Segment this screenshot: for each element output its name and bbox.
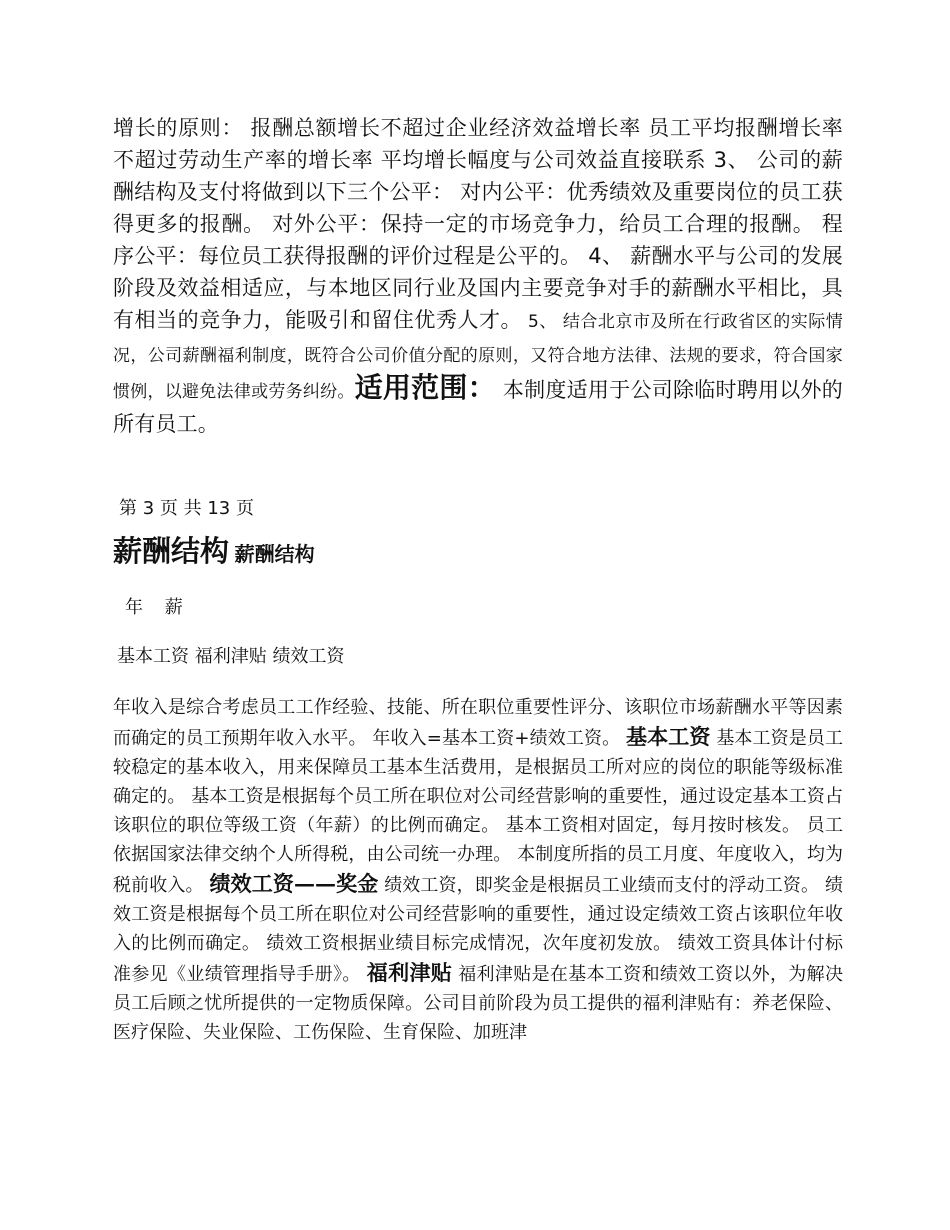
section-title-sub: 薪酬结构 [234,542,315,566]
welfare-heading: 福利津贴 [366,960,453,985]
salary-principles-paragraph [113,112,843,440]
basic-salary-text: 基本工资是员工较稳定的基本收入，用来保障员工基本生活费用，是根据员工所对应的岗位的职能等级标准确定的。 基本工资是根据每个员工所在职位对公司经营影响的重要性，通过设定基本工资占该职位的职位等级工资（年薪）的比例而确定。 基本工资相对固定，每月按时核发。 员工依据国家法律交纳个人所得税，由公司统一办理。 本制度所指的员工月度、年度收入，均为税前收入。 [113,728,844,896]
scope-heading: 适用范围： [354,371,496,404]
annual-salary-label: 年 薪 [125,597,191,618]
performance-pay-text: 绩效工资，即奖金是根据员工业绩而支付的浮动工资。 绩效工资是根据每个员工所在职位对公司经营影响的重要性，通过设定绩效工资占该职位年收入的比例而确定。 绩效工资根据业绩目标完成情况，次年度初发放。 绩效工资具体计付标准参见《业绩管理指导手册》。 [113,875,843,985]
basic-salary-heading: 基本工资 [626,724,711,749]
principles-text: 增长的原则： 报酬总额增长不超过企业经济效益增长率 员工平均报酬增长率不超过劳动生产率的增长率 平均增长幅度与公司效益直接联系 3、 公司的薪酬结构及支付将做到以下三个公平： 对内公平：优秀绩效及重要岗位的员工获得更多的报酬。 对外公平：保持一定的市场竞争力，给员工合理的报酬。 程序公平：每位员工获得报酬的评价过程是公平的。 4、 薪酬水平与公司的发展阶段及效益相适应，与本地区同行业及国内主要竞争对手的薪酬水平相比，具有相当的竞争力，能吸引和留住优秀人才。 [113,116,843,332]
salary-components-line: 基本工资 福利津贴 绩效工资 [117,646,345,667]
section-title [113,530,843,577]
section-title-main: 薪酬结构 [113,534,230,568]
performance-pay-heading: 绩效工资——奖金 [209,871,379,896]
legal-compliance-text: 5、 结合北京市及所在行政省区的实际情况，公司薪酬福利制度，既符合公司价值分配的原则，又符合地方法律、法规的要求，符合国家惯例，以避免法律或劳务纠纷。 [113,312,843,402]
welfare-text: 福利津贴是在基本工资和绩效工资以外，为解决员工后顾之忧所提供的一定物质保障。公司目前阶段为员工提供的福利津贴有：养老保险、医疗保险、失业保险、工伤保险、生育保险、加班津 [113,964,843,1043]
salary-structure-paragraph [113,693,843,1047]
page-number: 第 3 页 共 13 页 [119,498,254,519]
annual-income-text: 年收入是综合考虑员工工作经验、技能、所在职位重要性评分、该职位市场薪酬水平等因素而确定的员工预期年收入水平。 年收入=基本工资+绩效工资。 [113,697,843,749]
scope-text: 本制度适用于公司除临时聘用以外的所有员工。 [113,378,843,436]
